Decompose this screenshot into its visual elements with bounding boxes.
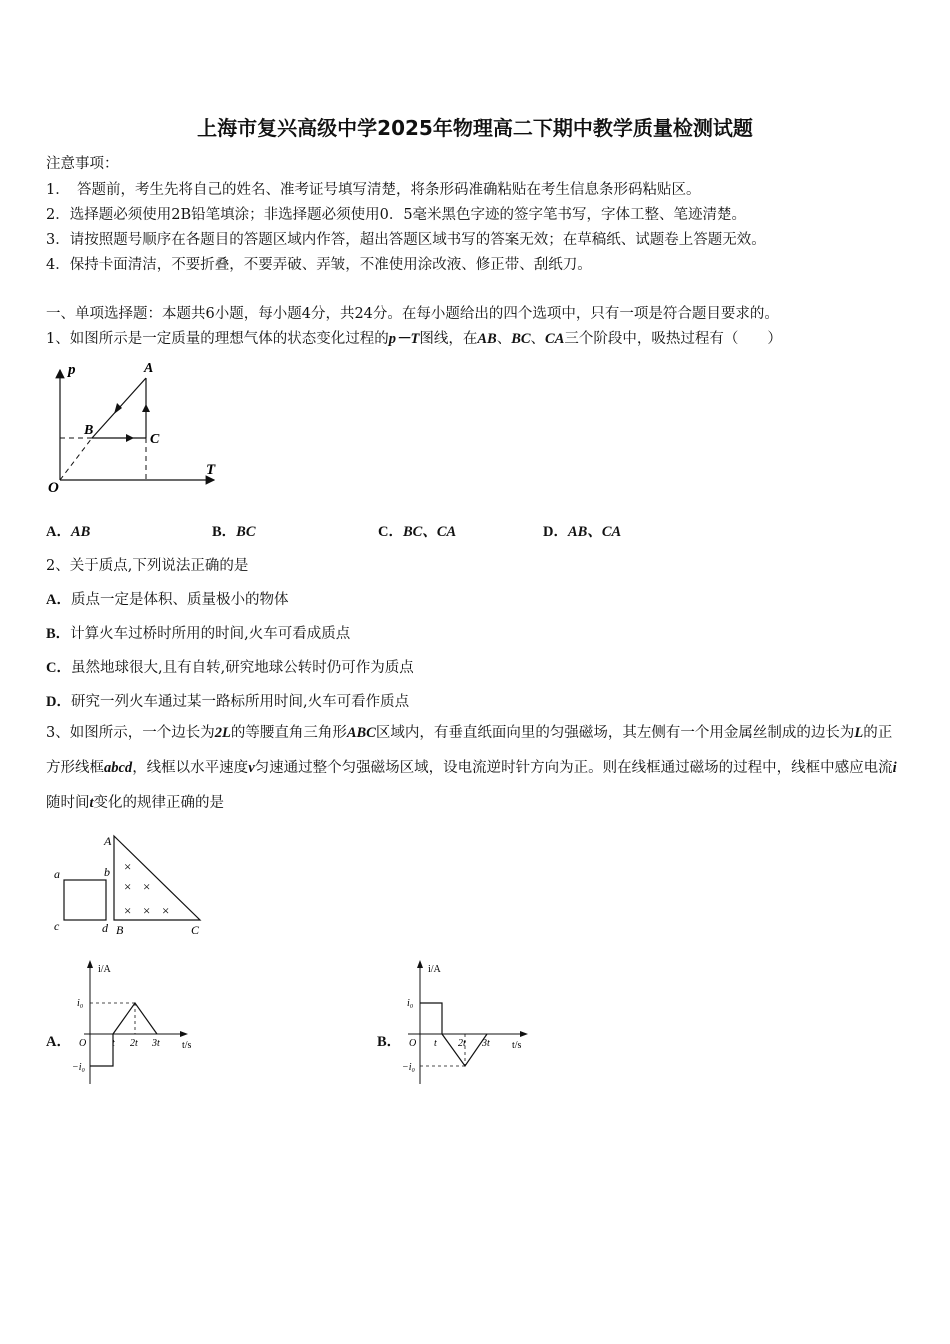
notice-item-3: 3．请按照题号顺序在各题目的答题区域内作答，超出答题区域书写的答案无效；在草稿纸、试题卷上答题无效。 (46, 232, 766, 248)
q3-stem-text: 随时间 (46, 795, 90, 811)
q3-var-v: v (248, 760, 255, 776)
label-neg-i0: −i₀ (402, 1062, 416, 1073)
label-b: B (84, 423, 94, 438)
option-letter: A． (46, 592, 71, 608)
q1-option-c[interactable] (378, 520, 456, 541)
q1-option-d[interactable] (543, 520, 621, 541)
q2-option-d[interactable] (46, 690, 409, 711)
label-i0: i₀ (77, 998, 84, 1009)
label-a: a (54, 867, 60, 881)
q1-stem-sep: 、 (496, 331, 512, 347)
tick-3t: 3t (152, 1038, 160, 1049)
label-a: A (144, 361, 154, 376)
tick-t: t (112, 1038, 115, 1049)
i-axis-arrow (417, 960, 423, 968)
i-axis-arrow (87, 960, 93, 968)
label-i0: i₀ (407, 998, 414, 1009)
q3-var-l: L (854, 725, 864, 741)
q3-var-i: i (892, 760, 897, 776)
option-letter: B． (377, 1034, 402, 1050)
t-axis-arrow (520, 1031, 528, 1037)
label-C: C (191, 923, 200, 937)
t-axis-arrow (180, 1031, 188, 1037)
option-letter: C． (378, 524, 403, 540)
tick-t: t (434, 1038, 437, 1049)
field-cross: × (124, 879, 132, 894)
q1-stem-text: 1、如图所示是一定质量的理想气体的状态变化过程的 (46, 331, 389, 347)
q3-graph-a (72, 958, 212, 1088)
xlabel: t/s (512, 1040, 522, 1051)
square-frame (64, 880, 106, 920)
q1-stem-text: 三个阶段中，吸热过程有（ ） (564, 331, 782, 347)
q1-stem (46, 327, 782, 348)
option-letter: B． (46, 626, 71, 642)
q1-option-a[interactable] (46, 520, 90, 541)
q3-var-abcd: abcd (104, 760, 133, 776)
q2-option-a[interactable] (46, 588, 288, 609)
option-text: AB (70, 524, 91, 540)
q1-pt-diagram (44, 358, 234, 498)
option-text: BC、CA (402, 524, 457, 540)
q3-stem (46, 716, 906, 821)
notice-item-4: 4．保持卡面清洁，不要折叠，不要弄破、弄皱，不准使用涂改液、修正带、刮纸刀。 (46, 257, 592, 273)
label-o: O (79, 1038, 87, 1049)
notice-item-1: 1． 答题前，考生先将自己的姓名、准考证号填写清楚，将条形码准确粘贴在考生信息条形码粘贴区。 (46, 182, 701, 198)
arrow-ab (114, 403, 122, 414)
option-letter: A． (46, 1034, 71, 1050)
field-cross: × (162, 903, 170, 918)
option-letter: B． (212, 524, 237, 540)
ylabel: i/A (428, 964, 441, 975)
label-c: C (150, 432, 160, 447)
label-p: p (68, 362, 76, 378)
q3-var-abc: ABC (346, 725, 376, 741)
q1-stem-sep: 、 (530, 331, 546, 347)
q3-option-b[interactable] (377, 1030, 401, 1051)
notice-item-2: 2．选择题必须使用2B铅笔填涂；非选择题必须使用0．5毫米黑色字迹的签字笔书写，字体工整、笔迹清楚。 (46, 207, 747, 223)
field-cross: × (124, 859, 132, 874)
q2-option-c[interactable] (46, 656, 414, 677)
label-c: c (54, 919, 60, 933)
label-o: O (409, 1038, 417, 1049)
option-text: 计算火车过桥时所用的时间,火车可看成质点 (70, 626, 351, 642)
q1-var-pt: p－T (388, 331, 420, 347)
option-letter: D． (543, 524, 568, 540)
label-o: O (48, 480, 59, 496)
tick-3t: 3t (482, 1038, 490, 1049)
q3-stem-text: 的正方形线框 (46, 725, 893, 776)
label-t: T (206, 462, 216, 478)
q3-stem-text: 的等腰直角三角形 (230, 725, 347, 741)
q1-var-ab: AB (477, 331, 497, 347)
q1-var-bc: BC (511, 331, 531, 347)
tick-2t: 2t (130, 1038, 138, 1049)
q1-var-ca: CA (545, 331, 565, 347)
label-neg-i0: −i₀ (72, 1062, 86, 1073)
option-letter: A． (46, 524, 71, 540)
q3-stem-text: 匀速通过整个匀强磁场区域，设电流逆时针方向为正。则在线框通过磁场的过程中，线框中感应电流 (254, 760, 893, 776)
origin-dashed-line (60, 438, 92, 480)
label-d: d (102, 921, 108, 935)
label-B: B (116, 923, 124, 937)
field-cross: × (124, 903, 132, 918)
page-title: 上海市复兴高级中学2025年物理高二下期中教学质量检测试题 (197, 116, 753, 140)
q2-stem: 2、关于质点,下列说法正确的是 (46, 558, 249, 574)
section-heading: 一、单项选择题：本题共6小题，每小题4分，共24分。在每小题给出的四个选项中，只有一项是符合题目要求的。 (46, 306, 779, 322)
q3-stem-text: 变化的规律正确的是 (93, 795, 225, 811)
q3-stem-text: ，线框以水平速度 (132, 760, 249, 776)
notice-heading: 注意事项： (46, 156, 119, 172)
option-text: BC (236, 524, 256, 540)
field-cross: × (143, 879, 151, 894)
label-b: b (104, 865, 110, 879)
option-text: 虽然地球很大,且有自转,研究地球公转时仍可作为质点 (70, 660, 414, 676)
option-letter: C． (46, 660, 71, 676)
q3-field-diagram (44, 828, 214, 940)
option-text: AB、CA (567, 524, 622, 540)
q2-option-b[interactable] (46, 622, 350, 643)
ylabel: i/A (98, 964, 111, 975)
label-A: A (104, 834, 112, 848)
tick-2t: 2t (458, 1038, 466, 1049)
option-letter: D． (46, 694, 71, 710)
q3-stem-text: 区域内，有垂直纸面向里的匀强磁场，其左侧有一个用金属丝制成的边长为 (375, 725, 855, 741)
q1-option-b[interactable] (212, 520, 256, 541)
q3-stem-text: 3、如图所示，一个边长为 (46, 725, 215, 741)
q1-stem-text: 图线，在 (419, 331, 478, 347)
q3-var-t: t (89, 795, 94, 811)
q3-option-a[interactable] (46, 1030, 71, 1051)
xlabel: t/s (182, 1040, 192, 1051)
arrow-bc (126, 434, 134, 442)
field-cross: × (143, 903, 151, 918)
q3-var-2l: 2L (214, 725, 231, 741)
option-text: 质点一定是体积、质量极小的物体 (70, 592, 289, 608)
arrow-ca (142, 404, 150, 412)
option-text: 研究一列火车通过某一路标所用时间,火车可看作质点 (70, 694, 410, 710)
q3-graph-b (402, 958, 542, 1088)
